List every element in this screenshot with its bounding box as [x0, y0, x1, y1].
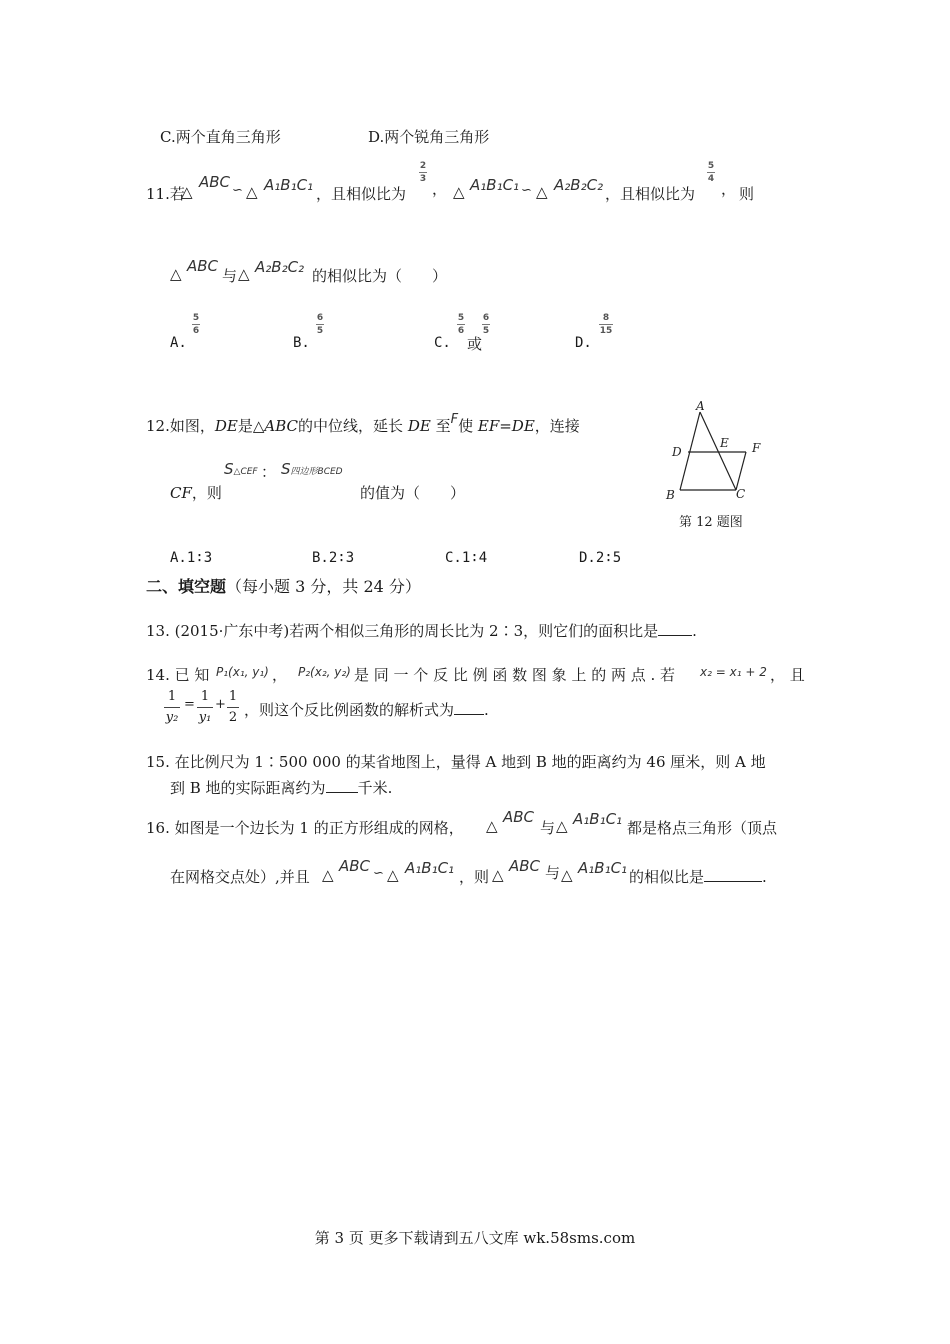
q11-ratio-text: ，且相似比为 — [316, 185, 407, 203]
q11-option-a-fraction: 5 6 — [192, 313, 200, 336]
q11-option-b-fraction: 6 5 — [316, 313, 324, 336]
q11-option-b-label: B. — [293, 335, 310, 351]
q11-ratio1: 2 3 — [419, 161, 427, 184]
q11-option-d-label: D. — [575, 335, 592, 351]
section-heading: 二、填空题（每小题 3 分，共 24 分） — [146, 577, 421, 596]
q14-p2: P₂(x₂, y₂) — [298, 665, 351, 679]
q11-tri-a1b1c1-2: A₁B₁C₁ — [470, 176, 520, 194]
q14-line-1c: ， 且 — [770, 666, 805, 684]
page-footer: 第 3 页 更多下载请到五八文库 wk.58sms.com — [314, 1229, 636, 1247]
q11-tri-a1b1c1: A₁B₁C₁ — [264, 176, 314, 194]
q11-tri-a2b2c2: A₂B₂C₂ — [554, 176, 604, 194]
similar-symbol: ∽ — [521, 183, 532, 198]
q14-fraction-1: 1 y₂ — [165, 689, 179, 725]
segment-cf — [736, 452, 746, 490]
q11-tri-abc: ABC — [199, 173, 231, 191]
q11-option-c-label: C. — [434, 335, 451, 351]
q11-option-a-label: A. — [170, 335, 187, 351]
q16-line-2b: ，则 — [459, 868, 490, 886]
q14-equals: = — [184, 697, 195, 712]
label-a: A — [696, 399, 705, 413]
q16-a1b1c1-2: A₁B₁C₁ — [405, 859, 455, 877]
triangle-symbol: △ — [556, 817, 568, 835]
answer-blank — [326, 778, 358, 793]
q12-option-a: A.1∶3 — [170, 550, 213, 566]
q16-line-1a: 16. 如图是一个边长为 1 的正方形组成的网格， — [146, 819, 464, 837]
label-e: E — [720, 436, 729, 450]
q12-line-2b: 的值为（ ） — [360, 484, 466, 502]
q11-line2-a2b2c2: A₂B₂C₂ — [255, 258, 305, 276]
q14-p1: P₁(x₁, y₁) — [216, 665, 269, 679]
q15-line-1: 15. 在比例尺为 1∶500 000 的某省地图上，量得 A 地到 B 地的距离约为 46 厘米，则 A 地 — [146, 753, 766, 771]
triangle-symbol: △ — [322, 866, 334, 884]
q12-option-c: C.1∶4 — [445, 550, 488, 566]
comma: ， — [432, 180, 448, 198]
q11-line2-abc: ABC — [187, 257, 219, 275]
q16-abc-2: ABC — [339, 857, 371, 875]
q13-text: 13. (2015·广东中考)若两个相似三角形的周长比为 2∶3，则它们的面积比是 . — [146, 622, 697, 640]
answer-blank — [658, 621, 692, 636]
q16-line-2a: 在网格交点处）,并且 — [170, 868, 310, 886]
q11-with: 与 — [222, 267, 238, 285]
q11-ratio-text-2: ，且相似比为 — [605, 185, 696, 203]
triangle-symbol: △ — [181, 183, 193, 201]
q11-option-c-or: 或 — [467, 335, 483, 353]
label-f: F — [752, 441, 761, 455]
triangle-symbol: △ — [486, 817, 498, 835]
triangle-symbol: △ — [246, 183, 258, 201]
q16-line-2c: 的相似比是 . — [629, 868, 767, 886]
q14-line-1a: 14. 已 知 — [146, 666, 210, 684]
q14-fraction-2: 1 y₁ — [198, 689, 212, 725]
q12-area-cef: S△CEF — [224, 460, 258, 478]
q16-line-1b: 都是格点三角形（顶点 — [627, 819, 778, 837]
q12-area-bced: S四边形BCED — [281, 460, 343, 478]
similar-symbol: ∽ — [232, 183, 243, 198]
q10-option-d: D.两个锐角三角形 — [368, 128, 490, 146]
q11-number: 11.若 — [146, 185, 185, 203]
q11-line2-suffix: 的相似比为（ ） — [312, 267, 448, 285]
segment-ac — [700, 412, 736, 490]
segment-ab — [680, 412, 700, 490]
q16-abc: ABC — [503, 808, 535, 826]
q16-a1b1c1: A₁B₁C₁ — [573, 810, 623, 828]
q11-then: 则 — [739, 185, 755, 203]
q11-option-d-fraction: 8 15 — [599, 313, 613, 336]
q14-condition: x₂ = x₁ + 2 — [700, 665, 767, 679]
triangle-symbol: △ — [536, 183, 548, 201]
triangle-symbol: △ — [453, 183, 465, 201]
label-d: D — [672, 445, 682, 459]
q12-figure-caption: 第 12 题图 — [679, 515, 743, 530]
triangle-symbol: △ — [387, 866, 399, 884]
triangle-symbol: △ — [170, 265, 182, 283]
q11-option-c-fraction-1: 5 6 — [457, 313, 465, 336]
comma: ， — [721, 180, 737, 198]
q12-figure — [658, 398, 768, 508]
label-c: C — [736, 487, 746, 501]
q16-a1b1c1-3: A₁B₁C₁ — [578, 859, 628, 877]
label-b: B — [666, 488, 675, 502]
q12-line-2a: CF，则 — [170, 484, 222, 502]
q16-with: 与 — [540, 819, 556, 837]
figure-lines — [680, 412, 746, 490]
q12-option-d: D.2∶5 — [579, 550, 622, 566]
q12-line-1: 12.如图，DE是△ABC的中位线，延长 DE 至F使 EF=DE，连接 — [146, 412, 580, 435]
q11-option-c-fraction-2: 6 5 — [482, 313, 490, 336]
q14-fraction-3: 1 2 — [228, 689, 238, 725]
q14-line-2: ，则这个反比例函数的解析式为 . — [244, 701, 489, 719]
q14-plus: + — [215, 697, 226, 712]
q14-line-1b: 是 同 一 个 反 比 例 函 数 图 象 上 的 两 点 . 若 — [354, 666, 676, 684]
q14-sep: ， — [272, 666, 288, 684]
q15-line-2: 到 B 地的实际距离约为 千米. — [170, 779, 393, 797]
q12-colon: ： — [261, 463, 277, 481]
triangle-symbol: △ — [561, 866, 573, 884]
similar-symbol: ∽ — [373, 866, 384, 881]
q10-option-c: C.两个直角三角形 — [160, 128, 281, 146]
q11-ratio2: 5 4 — [707, 161, 715, 184]
answer-blank — [454, 700, 484, 715]
triangle-symbol: △ — [492, 866, 504, 884]
q16-with-2: 与 — [545, 864, 561, 882]
triangle-symbol: △ — [238, 265, 250, 283]
q12-option-b: B.2∶3 — [312, 550, 355, 566]
q16-abc-3: ABC — [509, 857, 541, 875]
answer-blank — [704, 867, 762, 882]
